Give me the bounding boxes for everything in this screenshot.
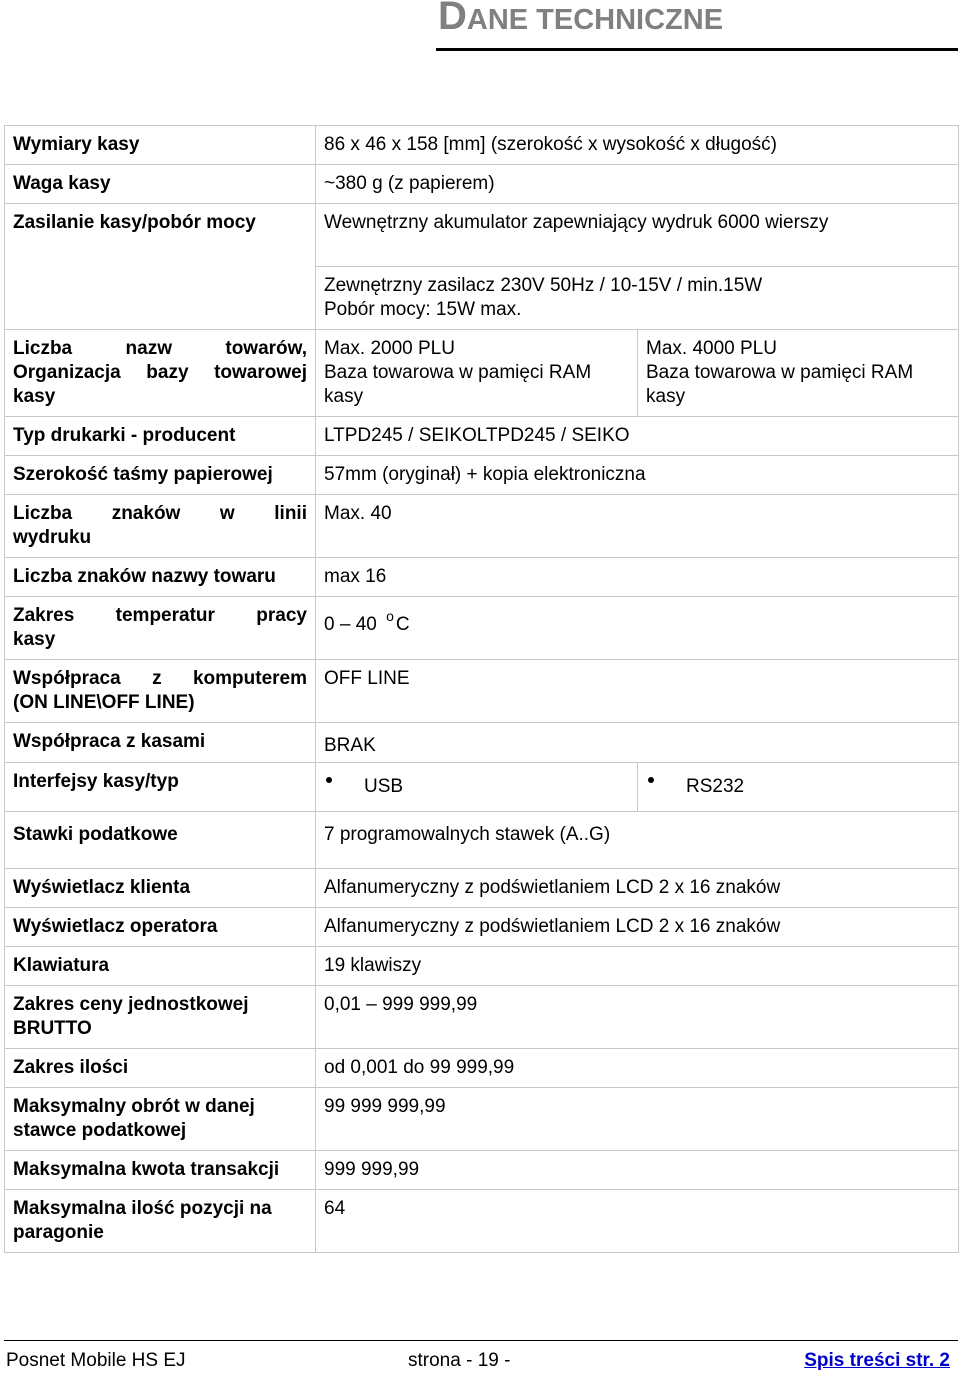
value-text: 0 – 40 <box>324 614 383 635</box>
value-line: Baza towarowa w pamięci RAM <box>646 362 914 383</box>
table-row <box>5 597 959 660</box>
row-label: Współpraca z kasami <box>5 723 316 763</box>
bullet-icon <box>648 777 654 783</box>
table-row <box>5 763 959 812</box>
row-label <box>5 1088 316 1151</box>
page-title-initial: D <box>438 0 467 38</box>
row-label: Klawiatura <box>5 947 316 986</box>
row-value: 57mm (oryginał) + kopia elektroniczna <box>316 456 959 495</box>
label-line: Maksymalny obrót w danej <box>13 1096 255 1117</box>
value-line: Baza towarowa w pamięci RAM <box>324 362 592 383</box>
row-label: Wymiary kasy <box>5 126 316 165</box>
row-label <box>5 597 316 660</box>
row-label: Stawki podatkowe <box>5 812 316 869</box>
row-value: OFF LINE <box>316 660 959 723</box>
value-text: USB <box>364 776 404 797</box>
label-line: Maksymalna ilość pozycji na <box>13 1198 272 1219</box>
row-value: 64 <box>316 1190 959 1253</box>
table-row <box>5 723 959 763</box>
label-line: Współpraca z komputerem <box>13 668 307 689</box>
row-label <box>5 495 316 558</box>
row-value <box>638 330 959 417</box>
label-line: Zakres temperatur pracy <box>13 605 307 626</box>
table-row <box>5 812 959 869</box>
table-row <box>5 204 959 267</box>
footer-product-name: Posnet Mobile HS EJ <box>6 1350 186 1371</box>
row-value: Wewnętrzny akumulator zapewniający wydruk 6000 wierszy <box>316 204 959 267</box>
label-line: Liczba znaków w linii <box>13 503 307 524</box>
row-value: od 0,001 do 99 999,99 <box>316 1049 959 1088</box>
value-unit: C <box>395 614 410 635</box>
value-line: Zewnętrzny zasilacz 230V 50Hz / 10-15V / min.15W <box>324 275 763 296</box>
label-line: BRUTTO <box>13 1018 92 1039</box>
row-value <box>316 597 959 660</box>
value-line: kasy <box>324 386 364 407</box>
table-row <box>5 558 959 597</box>
row-value: 19 klawiszy <box>316 947 959 986</box>
value-line: Max. 4000 PLU <box>646 338 777 359</box>
row-label: Liczba znaków nazwy towaru <box>5 558 316 597</box>
row-label: Typ drukarki - producent <box>5 417 316 456</box>
label-line: stawce podatkowej <box>13 1120 187 1141</box>
label-line: kasy <box>13 629 56 650</box>
row-label: Zakres ilości <box>5 1049 316 1088</box>
row-value <box>316 330 638 417</box>
row-value: 0,01 – 999 999,99 <box>316 986 959 1049</box>
value-line: Pobór mocy: 15W max. <box>324 299 522 320</box>
row-label: Maksymalna kwota transakcji <box>5 1151 316 1190</box>
row-label: Wyświetlacz klienta <box>5 869 316 908</box>
value-line: Max. 2000 PLU <box>324 338 455 359</box>
row-value: Alfanumeryczny z podświetlaniem LCD 2 x 16 znaków <box>316 908 959 947</box>
table-row <box>5 1049 959 1088</box>
page-title-rest: ANE TECHNICZNE <box>466 4 724 36</box>
table-row <box>5 126 959 165</box>
label-line: (ON LINE\OFF LINE) <box>13 692 195 713</box>
page-title <box>438 0 723 39</box>
row-label: Wyświetlacz operatora <box>5 908 316 947</box>
footer-page-number: strona - 19 - <box>408 1350 511 1371</box>
table-row <box>5 1088 959 1151</box>
row-label: Szerokość taśmy papierowej <box>5 456 316 495</box>
degree-superscript: o <box>386 608 394 624</box>
row-value: 99 999 999,99 <box>316 1088 959 1151</box>
label-line: Zakres ceny jednostkowej <box>13 994 249 1015</box>
label-line: Organizacja bazy towarowej <box>13 362 307 383</box>
row-label <box>5 1190 316 1253</box>
row-value <box>316 267 959 330</box>
table-row <box>5 869 959 908</box>
value-text: RS232 <box>686 776 745 797</box>
table-row <box>5 1190 959 1253</box>
row-value: BRAK <box>316 723 959 763</box>
row-value: Max. 40 <box>316 495 959 558</box>
table-row <box>5 417 959 456</box>
row-label <box>5 330 316 417</box>
bullet-icon <box>326 777 332 783</box>
table-row <box>5 986 959 1049</box>
row-value: Alfanumeryczny z podświetlaniem LCD 2 x 16 znaków <box>316 869 959 908</box>
label-line: Liczba nazw towarów, <box>13 338 307 359</box>
table-row <box>5 495 959 558</box>
row-value: max 16 <box>316 558 959 597</box>
label-line: kasy <box>13 386 56 407</box>
table-row <box>5 908 959 947</box>
row-value: 86 x 46 x 158 [mm] (szerokość x wysokość x długość) <box>316 126 959 165</box>
label-line: wydruku <box>13 527 92 548</box>
table-row <box>5 660 959 723</box>
title-block <box>436 0 958 51</box>
table-row <box>5 330 959 417</box>
row-label: Interfejsy kasy/typ <box>5 763 316 812</box>
row-value <box>316 763 638 812</box>
table-row <box>5 947 959 986</box>
row-label: Zasilanie kasy/pobór mocy <box>5 204 316 330</box>
row-value: LTPD245 / SEIKOLTPD245 / SEIKO <box>316 417 959 456</box>
footer-divider <box>4 1340 958 1341</box>
row-value: ~380 g (z papierem) <box>316 165 959 204</box>
table-row <box>5 1151 959 1190</box>
row-label: Waga kasy <box>5 165 316 204</box>
row-value: 999 999,99 <box>316 1151 959 1190</box>
row-label <box>5 986 316 1049</box>
spec-table <box>4 125 959 1253</box>
row-value <box>638 763 959 812</box>
row-value: 7 programowalnych stawek (A..G) <box>316 812 959 869</box>
table-row <box>5 456 959 495</box>
row-label <box>5 660 316 723</box>
value-line: kasy <box>646 386 686 407</box>
toc-link[interactable]: Spis treści str. 2 <box>804 1350 950 1371</box>
label-line: paragonie <box>13 1222 104 1243</box>
table-row <box>5 165 959 204</box>
